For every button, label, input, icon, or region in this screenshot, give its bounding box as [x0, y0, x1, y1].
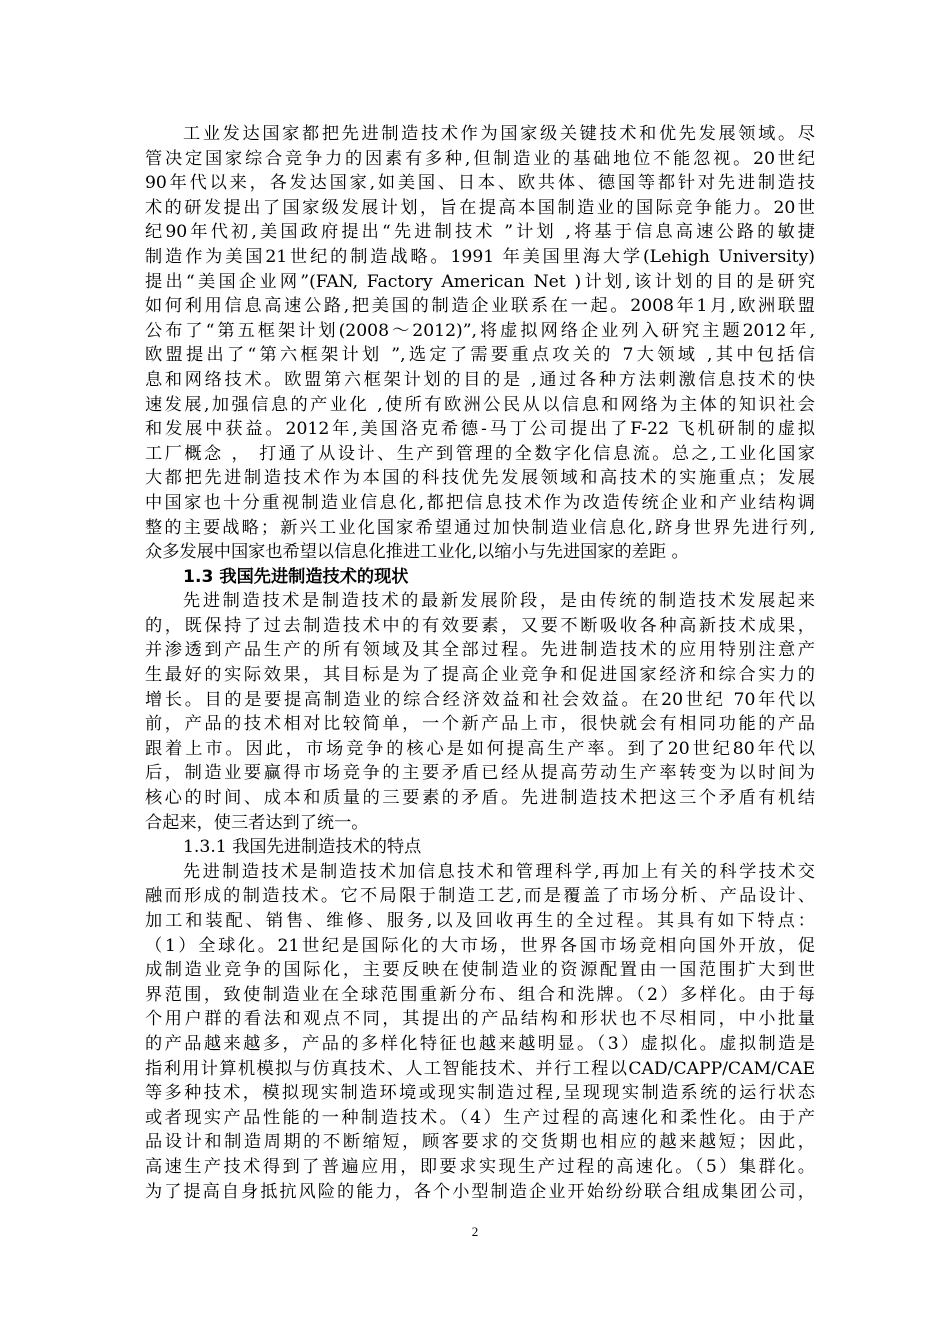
text-line: 提出“美国企业网”(FAN, Factory American Net )计划,该计划的目的是研究: [145, 271, 815, 292]
text-line: 或者现实产品性能的一种制造技术。（4）生产过程的高速化和柔性化。由于产: [145, 1107, 815, 1128]
text-line: 的产品越来越多，产品的多样化特征也越来越明显。（3）虚拟化。虚拟制造是: [145, 1033, 815, 1054]
text-line: 个用户群的看法和观点不同，其提出的产品结构和形状也不尽相同，中小批量: [145, 1009, 815, 1030]
text-line: 成制造业竞争的国际化，主要反映在使制造业的资源配置由一国范围扩大到世: [145, 960, 815, 981]
text-line: 公布了“第五框架计划(2008～2012)”,将虚拟网络企业列入研究主题2012年,: [145, 320, 815, 341]
text-line: 如何利用信息高速公路,把美国的制造企业联系在一起。2008年1月,欧洲联盟: [145, 296, 815, 317]
text-line: 指利用计算机模拟与仿真技术、人工智能技术、并行工程以CAD/CAPP/CAM/CAE: [145, 1058, 815, 1079]
section-heading-1-3: 1.3 我国先进制造技术的现状: [183, 566, 409, 587]
paragraph-advanced-manufacturing-overview: [145, 122, 815, 565]
text-line: 纪90年代初,美国政府提出“先进制技术 ”计划 ,将基于信息高速公路的敏捷: [145, 222, 815, 243]
text-line: 界范围，致使制造业在全球范围重新分布、组合和洗牌。（2）多样化。由于每: [145, 984, 815, 1005]
text-line: 的，既保持了过去制造技术中的有效要素，又要不断吸收各种高新技术成果，: [145, 615, 815, 636]
text-line: 核心的时间、成本和质量的三要素的矛盾。先进制造技术把这三个矛盾有机结: [145, 788, 815, 809]
text-line: 并渗透到产品生产的所有领域及其全部过程。先进制造技术的应用特别注意产: [145, 640, 815, 661]
text-line: 融而形成的制造技术。它不局限于制造工艺,而是覆盖了市场分析、产品设计、: [145, 886, 815, 907]
text-line: 合起来，使三者达到了统一。: [145, 812, 369, 833]
text-line: 中国家也十分重视制造业信息化,都把信息技术作为改造传统企业和产业结构调: [145, 492, 815, 513]
text-line: 术的研发提出了国家级发展计划，旨在提高本国制造业的国际竞争能力。20世: [145, 197, 815, 218]
text-line: 众多发展中国家也希望以信息化推进工业化,以缩小与先进国家的差距 。: [145, 542, 689, 563]
text-line: 工业发达国家都把先进制造技术作为国家级关键技术和优先发展领域。尽: [183, 124, 815, 144]
text-line: 等多种技术，模拟现实制造环境或现实制造过程,呈现现实制造系统的运行状态: [145, 1083, 815, 1104]
text-line: 90年代以来，各发达国家,如美国、日本、欧共体、德国等都针对先进制造技: [145, 173, 815, 194]
document-body: [145, 122, 815, 1204]
text-line: 大都把先进制造技术作为本国的科技优先发展领域和高技术的实施重点；发展: [145, 468, 815, 489]
text-line: 品设计和制造周期的不断缩短，顾客要求的交货期也相应的越来越短；因此，: [145, 1132, 815, 1153]
text-line: 制造作为美国21世纪的制造战略。1991 年美国里海大学(Lehigh University): [145, 246, 815, 267]
text-line: 速发展,加强信息的产业化 ,使所有欧洲公民从以信息和网络为主体的知识社会: [145, 394, 815, 415]
text-line: 高速生产技术得到了普遍应用，即要求实现生产过程的高速化。（5）集群化。: [145, 1156, 815, 1177]
text-line: 管决定国家综合竞争力的因素有多种,但制造业的基础地位不能忽视。20世纪: [145, 148, 815, 169]
text-line: 息和网络技术。欧盟第六框架计划的目的是 ,通过各种方法刺激信息技术的快: [145, 369, 815, 390]
text-line: 工厂概念 ， 打通了从设计、生产到管理的全数字化信息流。总之,工业化国家: [145, 443, 815, 464]
text-line: 先进制造技术是制造技术加信息技术和管理科学,再加上有关的科学技术交: [183, 861, 815, 882]
paragraph-characteristics: [145, 860, 815, 1204]
paragraph-current-status: [145, 589, 815, 835]
text-line: 后，制造业要赢得市场竞争的主要矛盾已经从提高劳动生产率转变为以时间为: [145, 763, 815, 784]
text-line: 先进制造技术是制造技术的最新发展阶段，是由传统的制造技术发展起来: [183, 591, 815, 612]
text-line: 整的主要战略；新兴工业化国家希望通过加快制造业信息化,跻身世界先进行列,: [145, 517, 815, 538]
text-line: 和发展中获益。2012年,美国洛克希德-马丁公司提出了F-22 飞机研制的虚拟: [145, 419, 815, 440]
text-line: 跟着上市。因此，市场竞争的核心是如何提高生产率。到了20世纪80年代以: [145, 738, 815, 759]
text-line: 增长。目的是要提高制造业的综合经济效益和社会效益。在20世纪 70年代以: [145, 689, 815, 710]
page-number: 2: [471, 1224, 479, 1239]
text-line: 为了提高自身抵抗风险的能力，各个小型制造企业开始纷纷联合组成集团公司，: [145, 1181, 815, 1202]
text-line: 前，产品的技术相对比较简单，一个新产品上市，很快就会有相同功能的产品: [145, 714, 815, 735]
text-line: 生最好的实际效果，其目标是为了提高企业竞争和促进国家经济和综合实力的: [145, 665, 815, 686]
text-line: （1）全球化。21世纪是国际化的大市场，世界各国市场竞相向国外开放，促: [145, 935, 815, 956]
text-line: 欧盟提出了“第六框架计划 ”,选定了需要重点攻关的 7大领域 ,其中包括信: [145, 345, 815, 366]
section-heading-1-3-1: 1.3.1 我国先进制造技术的特点: [183, 837, 422, 858]
text-line: 加工和装配、销售、维修、服务,以及回收再生的全过程。其具有如下特点：: [145, 911, 815, 931]
